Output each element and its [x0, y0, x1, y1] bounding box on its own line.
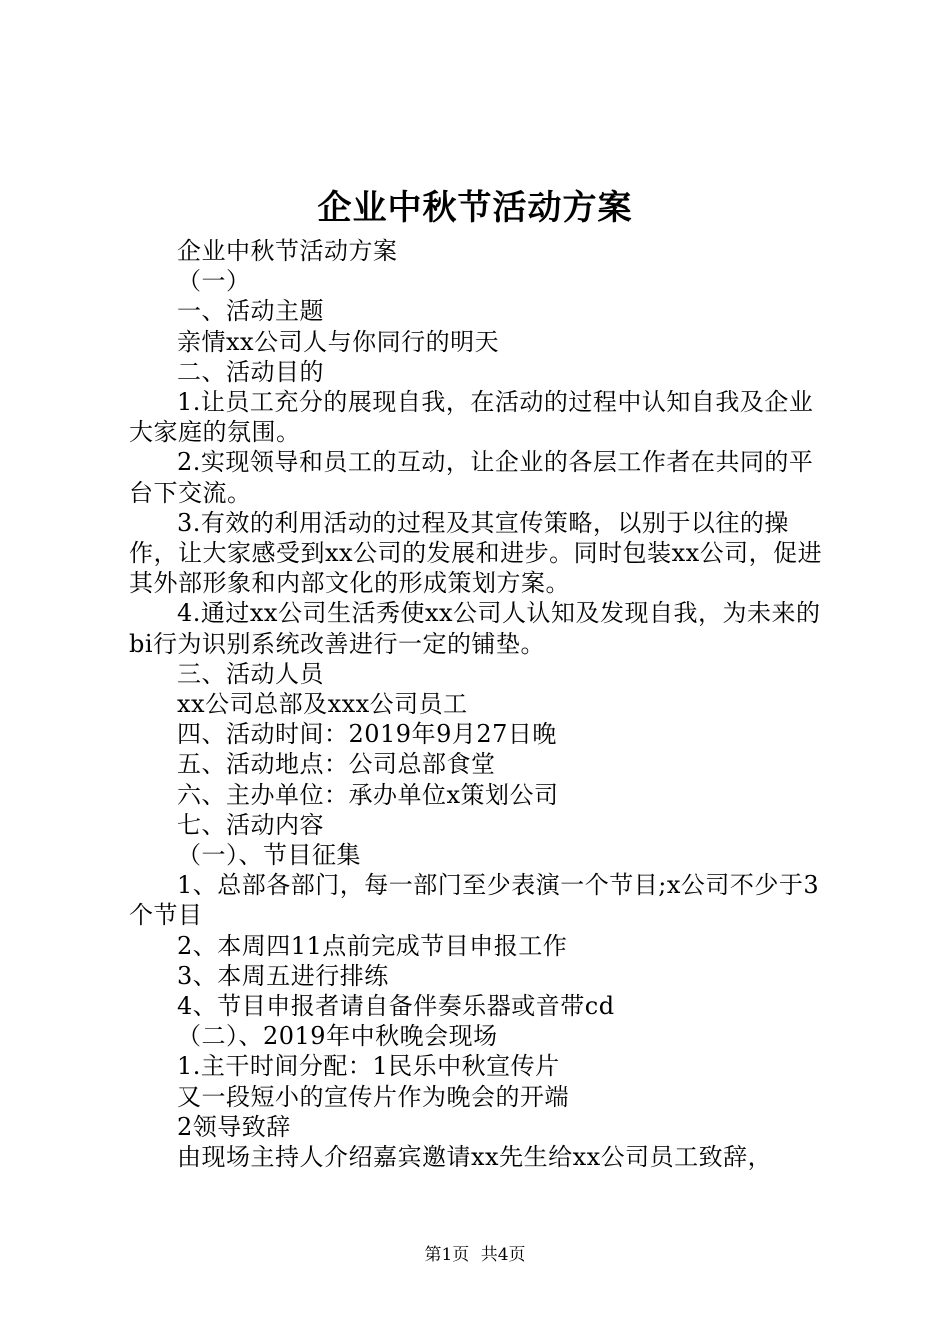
document-body — [129, 236, 834, 1172]
paragraph: 三、活动人员 — [177, 659, 324, 688]
paragraph: 1、总部各部门，每一部门至少表演一个节目;x公司不少于3个节目 — [129, 871, 820, 930]
paragraph: 二、活动目的 — [177, 357, 324, 386]
paragraph: 2.实现领导和员工的互动，让企业的各层工作者在共同的平台下交流。 — [129, 448, 814, 507]
page-total: 共4页 — [480, 1245, 526, 1265]
page-footer — [0, 1244, 950, 1266]
paragraph: 亲情xx公司人与你同行的明天 — [177, 327, 500, 356]
document-title: 企业中秋节活动方案 — [317, 188, 633, 228]
page-number: 第1页 — [424, 1245, 470, 1265]
paragraph: 一、活动主题 — [177, 297, 324, 326]
paragraph: 五、活动地点：公司总部食堂 — [177, 750, 496, 779]
paragraph: 六、主办单位：承办单位x策划公司 — [177, 780, 559, 809]
paragraph: 四、活动时间：2019年9月27日晚 — [177, 720, 557, 749]
paragraph: 2领导致辞 — [177, 1112, 291, 1141]
paragraph: 4.通过xx公司生活秀使xx公司人认知及发现自我，为未来的bi行为识别系统改善进行一定的铺垫。 — [129, 599, 821, 658]
paragraph: 七、活动内容 — [177, 810, 324, 839]
paragraph: 1.让员工充分的展现自我，在活动的过程中认知自我及企业大家庭的氛围。 — [129, 388, 814, 447]
paragraph: 1.主干时间分配：1民乐中秋宣传片 — [177, 1052, 560, 1081]
paragraph: （一）、节目征集 — [177, 841, 361, 870]
paragraph: xx公司总部及xxx公司员工 — [177, 690, 468, 719]
paragraph: 3、本周五进行排练 — [177, 961, 389, 990]
paragraph: （二）、2019年中秋晚会现场 — [177, 1022, 498, 1051]
paragraph: 3.有效的利用活动的过程及其宣传策略，以别于以往的操作，让大家感受到xx公司的发展和进步。同时包装xx公司，促进其外部形象和内部文化的形成策划方案。 — [129, 508, 823, 598]
paragraph: 4、节目申报者请自备伴奏乐器或音带cd — [177, 992, 615, 1021]
paragraph: （一） — [177, 267, 251, 296]
paragraph: 2、本周四11点前完成节目申报工作 — [177, 931, 568, 960]
paragraph: 由现场主持人介绍嘉宾邀请xx先生给xx公司员工致辞， — [177, 1143, 773, 1172]
paragraph: 又一段短小的宣传片作为晚会的开端 — [177, 1082, 569, 1111]
paragraph: 企业中秋节活动方案 — [177, 237, 398, 265]
